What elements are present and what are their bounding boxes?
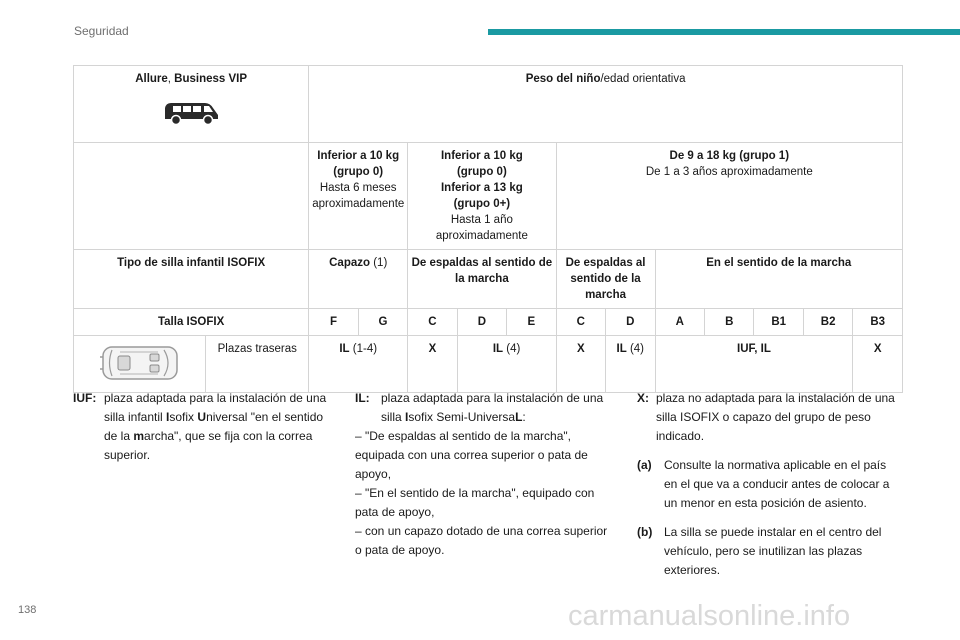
section-title: Seguridad [74, 24, 129, 38]
page-number: 138 [18, 604, 37, 616]
legend-il [355, 389, 610, 560]
table-row [74, 66, 903, 143]
group-0plus-name-1: (grupo 0) [456, 166, 507, 178]
group-0-age: Hasta 6 meses aproximadamente [312, 182, 405, 210]
legend-il-text [355, 389, 610, 427]
text-span: m [133, 429, 145, 443]
size-cell: C [408, 309, 457, 336]
group-0plus-weight-1: Inferior a 10 kg [440, 150, 523, 162]
header-accent-bar [488, 29, 960, 35]
table-row [74, 336, 903, 393]
weight-label: Peso del niño [525, 73, 601, 85]
group-1-cell [556, 143, 902, 250]
size-de-value [457, 336, 556, 393]
il-note: (4) [626, 343, 645, 355]
capazo-cell [309, 250, 408, 309]
group-0plus-weight-2: Inferior a 13 kg [440, 182, 523, 194]
capazo-note: (1) [370, 257, 388, 269]
il-code: IL [492, 343, 504, 355]
text-span: I [405, 410, 409, 424]
text-span: sofix [169, 410, 198, 424]
seat-type-label: Tipo de silla infantil ISOFIX [74, 250, 309, 309]
version-name-2: Business VIP [174, 73, 248, 85]
note-a-text: Consulte la normativa aplicable en el país en el que va a conducir antes de colocar a un menor en esta posición de asiento. [664, 458, 890, 510]
legend-x [637, 389, 902, 580]
version-cell [74, 66, 309, 143]
watermark: carmanualsonline.info [568, 600, 851, 632]
version-name-1: Allure [135, 73, 168, 85]
size-cell: B2 [803, 309, 852, 336]
capazo-label: Capazo [329, 257, 371, 269]
note-b-label: (b) [637, 525, 653, 539]
legend-iuf-text [73, 389, 338, 465]
size-cell: F [309, 309, 358, 336]
group-1-age: De 1 a 3 años aproximadamente [645, 166, 813, 178]
note-b-text: La silla se puede instalar en el centro del vehículo, pero se inutilizan las plazas exteriores. [664, 525, 882, 577]
legend-x-text: plaza no adaptada para la instalación de una silla ISOFIX o capazo del grupo de peso indicado. [656, 391, 895, 443]
size-cell: B [704, 309, 753, 336]
legend-x-label: X: [637, 391, 649, 405]
size-cell: E [507, 309, 556, 336]
text-span: plaza adaptada para la instalación de una silla [381, 391, 604, 424]
age-label: /edad orientativa [600, 73, 686, 85]
car-top-view-cell [74, 336, 206, 393]
group-1-weight: De 9 a 18 kg (grupo 1) [669, 150, 790, 162]
van-side-icon [161, 99, 221, 127]
size-b3-value: X [853, 336, 903, 393]
legend-iuf [73, 389, 338, 465]
group-0plus-age: Hasta 1 año aproximadamente [435, 214, 528, 242]
car-top-view-icon [98, 343, 182, 383]
size-cell: B3 [853, 309, 903, 336]
legend-il-item: – "En el sentido de la marcha", equipado con pata de apoyo, [355, 486, 595, 519]
text-span: sofix Semi-Universa [408, 410, 516, 424]
legend-il-label: IL: [355, 391, 370, 405]
il-note: (1-4) [349, 343, 378, 355]
text-span: U [197, 410, 207, 424]
forward-value: IUF, IL [655, 336, 853, 393]
group-0plus-name-2: (grupo 0+) [453, 198, 511, 210]
size-c-value-2: X [556, 336, 605, 393]
group-0plus-cell [408, 143, 556, 250]
table-row [74, 250, 903, 309]
note-a [637, 456, 902, 513]
forward-facing-cell: En el sentido de la marcha [655, 250, 902, 309]
size-d-value [606, 336, 655, 393]
table-row [74, 309, 903, 336]
il-code: IL [339, 343, 350, 355]
text-span: plaza adaptada para la instalación de una silla infantil [104, 391, 327, 424]
size-c-value: X [408, 336, 457, 393]
size-cell: C [556, 309, 605, 336]
isofix-size-label: Talla ISOFIX [74, 309, 309, 336]
text-span: archa", que se fija con la correa superior. [104, 429, 313, 462]
rear-facing-cell: De espaldas al sentido de la marcha [408, 250, 556, 309]
size-cell: A [655, 309, 704, 336]
note-b [637, 523, 902, 580]
isofix-table [73, 65, 903, 393]
size-cell: G [358, 309, 407, 336]
size-cell: D [606, 309, 655, 336]
size-cell: D [457, 309, 506, 336]
il-note: (4) [503, 343, 521, 355]
rear-facing-cell-2: De espaldas al sentido de la marcha [556, 250, 655, 309]
empty-cell [74, 143, 309, 250]
group-0-name: (grupo 0) [333, 166, 384, 178]
text-span: I [166, 410, 170, 424]
rear-seats-label: Plazas traseras [206, 336, 309, 393]
legend-il-item: – con un capazo dotado de una correa superior o pata de apoyo. [355, 524, 608, 557]
text-span: niversal "en el sentido de la [104, 410, 324, 443]
text-span: L [515, 410, 523, 424]
il-code: IL [616, 343, 627, 355]
legend-iuf-label: IUF: [73, 391, 97, 405]
capazo-value [309, 336, 408, 393]
note-a-label: (a) [637, 458, 652, 472]
text-span: : [522, 410, 526, 424]
version-separator: , [167, 73, 175, 85]
legend-il-item: – "De espaldas al sentido de la marcha", equipada con una correa superior o pata de apoyo, [355, 429, 588, 481]
group-0-weight: Inferior a 10 kg [317, 150, 400, 162]
group-0-cell [309, 143, 408, 250]
size-cell: B1 [754, 309, 803, 336]
table-row [74, 143, 903, 250]
child-weight-header [309, 66, 903, 143]
